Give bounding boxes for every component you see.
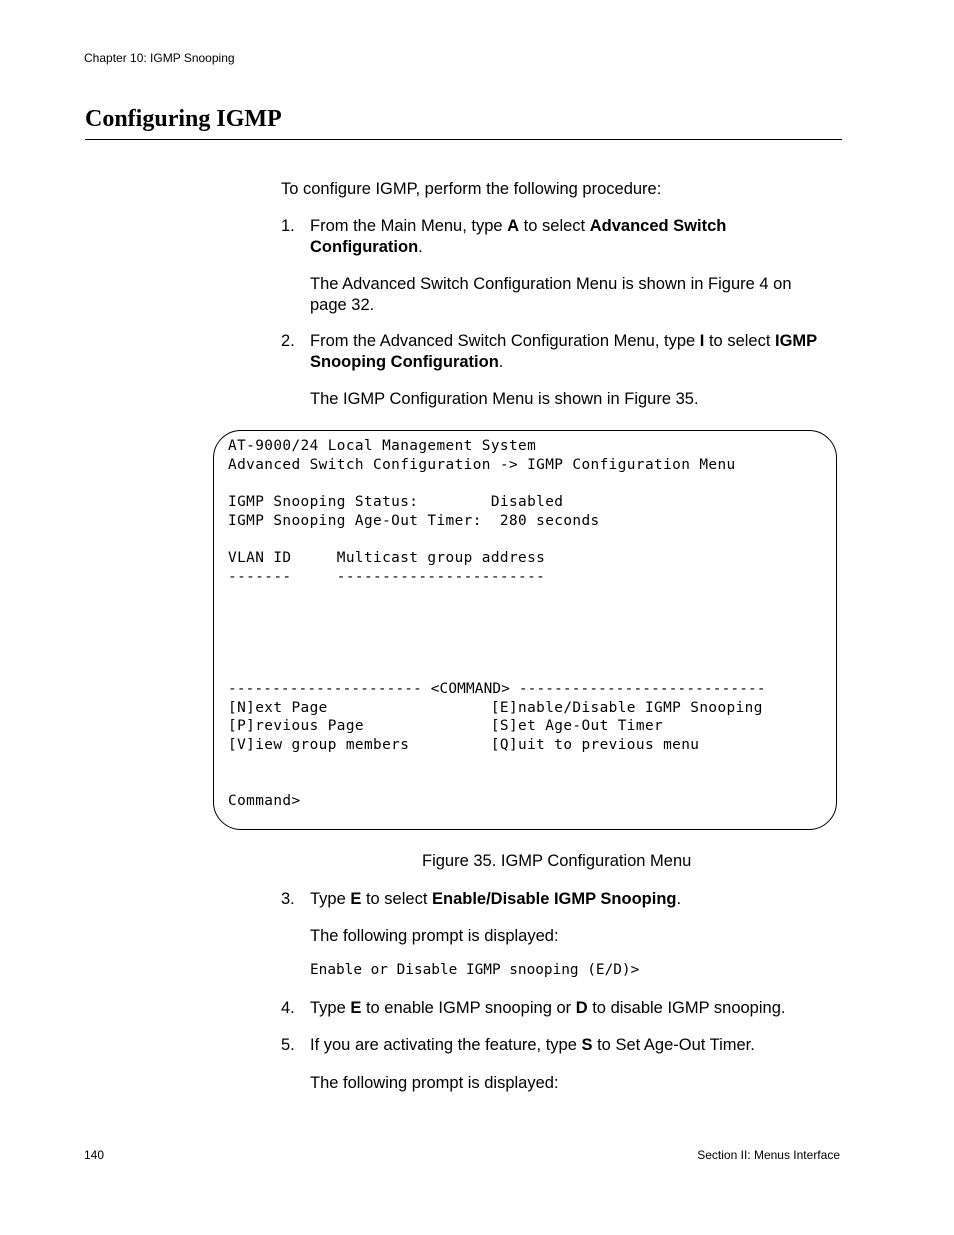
step-3-text: Type E to select Enable/Disable IGMP Snooping. <box>310 890 682 908</box>
step-1-note: The Advanced Switch Configuration Menu is shown in Figure 4 on page 32. <box>310 275 792 314</box>
step-number: 5. <box>281 1036 295 1054</box>
intro-text: To configure IGMP, perform the following procedure: <box>281 180 662 198</box>
step-1-text: From the Main Menu, type A to select Advanced Switch Configuration. <box>310 217 727 256</box>
terminal-screen-figure <box>213 430 837 830</box>
section-title: Configuring IGMP <box>85 106 282 132</box>
terminal-line: [V]iew group members [Q]uit to previous menu <box>228 737 700 753</box>
step-number: 4. <box>281 999 295 1017</box>
step-number: 3. <box>281 890 295 908</box>
terminal-line: ---------------------- <COMMAND> ---------------------------- <box>228 681 766 697</box>
step-number: 2. <box>281 332 295 350</box>
terminal-line: VLAN ID Multicast group address <box>228 550 546 566</box>
terminal-line: [P]revious Page [S]et Age-Out Timer <box>228 718 664 734</box>
terminal-line: IGMP Snooping Age-Out Timer: 280 seconds <box>228 513 600 529</box>
step-2-note: The IGMP Configuration Menu is shown in Figure 35. <box>310 390 699 408</box>
terminal-line: Advanced Switch Configuration -> IGMP Configuration Menu <box>228 457 736 473</box>
step-3-note: The following prompt is displayed: <box>310 927 559 945</box>
step-number: 1. <box>281 217 295 235</box>
terminal-line: ------- ----------------------- <box>228 569 546 585</box>
step-5-note: The following prompt is displayed: <box>310 1074 559 1092</box>
terminal-line: Command> <box>228 793 301 809</box>
running-footer: Section II: Menus Interface <box>697 1148 840 1162</box>
terminal-line: [N]ext Page [E]nable/Disable IGMP Snooping <box>228 700 763 716</box>
step-5-text: If you are activating the feature, type S to Set Age-Out Timer. <box>310 1036 755 1054</box>
page-number: 140 <box>84 1148 105 1162</box>
terminal-line: AT-9000/24 Local Management System <box>228 438 537 454</box>
terminal-line: IGMP Snooping Status: Disabled <box>228 494 564 510</box>
running-header: Chapter 10: IGMP Snooping <box>84 51 235 65</box>
step-4-text: Type E to enable IGMP snooping or D to disable IGMP snooping. <box>310 999 786 1017</box>
title-rule <box>85 139 842 140</box>
step-2-text: From the Advanced Switch Configuration Menu, type I to select IGMP Snooping Configuration. <box>310 332 818 371</box>
step-3-prompt: Enable or Disable IGMP snooping (E/D)> <box>310 962 640 978</box>
figure-caption: Figure 35. IGMP Configuration Menu <box>422 852 692 870</box>
